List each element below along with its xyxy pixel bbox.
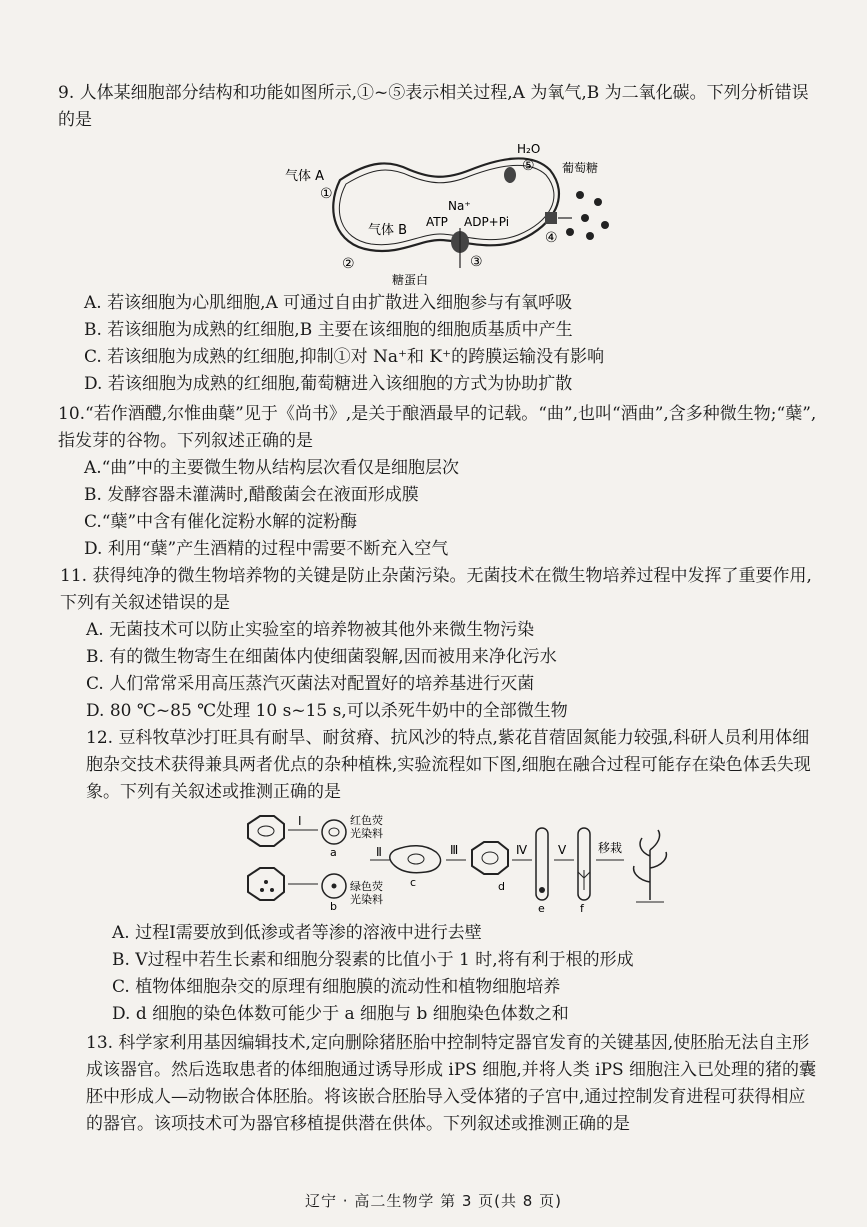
step-4-label: Ⅳ — [516, 843, 528, 857]
gas-a-label: 气体 A — [285, 169, 325, 184]
protoplast-b-dot — [332, 884, 337, 889]
question-11-stem: 11. 获得纯净的微生物培养物的关键是防止杂菌污染。无菌技术在微生物培养过程中发挥了重要作用,下列有关叙述错误的是 — [60, 566, 812, 613]
option-b: B. Ⅴ过程中若生长素和细胞分裂素的比值小于 1 时,将有利于根的形成 — [112, 950, 634, 970]
process-4-label: ④ — [545, 230, 558, 246]
question-12-stem: 12. 豆科牧草沙打旺具有耐旱、耐贫瘠、抗风沙的特点,紫花苜蓿固氮能力较强,科研人员利用体细胞杂交技术获得兼具两者优点的杂种植株,实验流程如下图,细胞在融合过程可能存在染色体丢失现象。下列有关叙述或推测正确的是 — [86, 728, 811, 802]
adp-label: ADP+Pi — [464, 215, 510, 229]
option-b: B. 若该细胞为成熟的红细胞,B 主要在该细胞的细胞质基质中产生 — [84, 320, 573, 340]
option-c: C. 植物体细胞杂交的原理有细胞膜的流动性和植物细胞培养 — [112, 977, 561, 997]
option-d: D. 利用“蘖”产生酒精的过程中需要不断充入空气 — [84, 539, 449, 559]
glucose-dot — [594, 198, 602, 206]
red-dye-label-2: 光染料 — [350, 827, 383, 840]
option-d: D. 若该细胞为成熟的红细胞,葡萄糖进入该细胞的方式为协助扩散 — [84, 374, 573, 394]
option-a: A. 若该细胞为心肌细胞,A 可通过自由扩散进入细胞参与有氧呼吸 — [84, 293, 573, 313]
cell-b-dot — [270, 888, 274, 892]
label-f: f — [580, 902, 584, 915]
label-e: e — [538, 902, 545, 915]
label-d: d — [498, 880, 505, 893]
cell-b-dot — [264, 880, 268, 884]
option-d: D. d 细胞的染色体数可能少于 a 细胞与 b 细胞染色体数之和 — [112, 1004, 569, 1024]
question-9 — [58, 80, 818, 134]
option-a: A. 无菌技术可以防止实验室的培养物被其他外来微生物污染 — [86, 620, 535, 640]
protoplast-a — [322, 820, 346, 844]
protoplast-a-nucleus — [329, 828, 339, 836]
hybrid-plant — [634, 830, 667, 900]
step-1-label: Ⅰ — [298, 814, 302, 828]
cell-a-original — [248, 816, 284, 846]
hybrid-nucleus — [482, 852, 498, 864]
page-footer: 辽宁 · 高二生物学 第 3 页(共 8 页) — [305, 1192, 562, 1210]
label-a: a — [330, 846, 337, 859]
glucose-dot — [581, 214, 589, 222]
tube-e-callus — [539, 887, 545, 893]
option-a: A. 过程Ⅰ需要放到低渗或者等渗的溶液中进行去壁 — [112, 923, 482, 943]
question-10-stem: 10.“若作酒醴,尔惟曲蘖”见于《尚书》,是关于酿酒最早的记载。“曲”,也叫“酒曲”,含多种微生物;“蘖”,指发芽的谷物。下列叙述正确的是 — [58, 404, 817, 451]
process-3-label: ③ — [470, 254, 483, 270]
cell-a-nucleus — [258, 826, 274, 836]
question-10 — [58, 401, 818, 563]
glucose-dot — [566, 228, 574, 236]
step-2-label: Ⅱ — [376, 845, 382, 859]
fused-nucleus — [408, 854, 424, 864]
option-b: B. 发酵容器未灌满时,醋酸菌会在液面形成膜 — [84, 485, 419, 505]
plantlet — [578, 870, 590, 890]
fused-cell-c — [390, 846, 441, 873]
glucose-dot — [601, 221, 609, 229]
label-c: c — [410, 876, 417, 889]
glucose-dot — [576, 191, 584, 199]
cell-membrane-diagram — [280, 140, 620, 285]
atp-label: ATP — [426, 215, 448, 229]
process-1-label: ① — [320, 186, 333, 202]
na-label: Na⁺ — [448, 199, 471, 213]
label-b: b — [330, 900, 337, 913]
question-9-options — [58, 290, 818, 398]
green-dye-label-2: 光染料 — [350, 893, 383, 906]
hybrid-cell-d — [472, 842, 508, 874]
green-dye-label-1: 绿色荧 — [350, 880, 383, 893]
step-3-label: Ⅲ — [450, 843, 459, 857]
question-9-stem: 9. 人体某细胞部分结构和功能如图所示,①~⑤表示相关过程,A 为氧气,B 为二氧化碳。下列分析错误的是 — [58, 83, 809, 130]
option-c: C. 人们常常采用高压蒸汽灭菌法对配置好的培养基进行灭菌 — [86, 674, 535, 694]
process-2-label: ② — [342, 256, 355, 272]
red-dye-label-1: 红色荧 — [350, 814, 383, 827]
glucose-label: 葡萄糖 — [562, 161, 599, 175]
channel-protein-1 — [504, 167, 516, 183]
question-13 — [86, 1030, 820, 1138]
question-13-stem: 13. 科学家利用基因编辑技术,定向删除猪胚胎中控制特定器官发育的关键基因,使胚胎无法自主形成该器官。然后选取患者的体细胞通过诱导形成 iPS 细胞,并将人类 iPS 细胞注入已处理的猪的囊胚中形成人—动物嵌合体胚胎。将该嵌合胚胎导入受体猪的子宫中,通过控制发育进程可获得相应的器官。该项技术可为器官移植提供潜在供体。下列叙述或推测正确的是 — [86, 1033, 817, 1134]
h2o-label: H₂O — [517, 142, 541, 156]
glycoprotein-label: 糖蛋白 — [392, 273, 429, 285]
option-b: B. 有的微生物寄生在细菌体内使细菌裂解,因而被用来净化污水 — [86, 647, 557, 667]
transplant-label: 移栽 — [598, 841, 623, 855]
option-c: C. 若该细胞为成熟的红细胞,抑制①对 Na⁺和 K⁺的跨膜运输没有影响 — [84, 347, 605, 367]
step-5-label: Ⅴ — [558, 843, 567, 857]
option-c: C.“蘖”中含有催化淀粉水解的淀粉酶 — [84, 512, 358, 532]
option-a: A.“曲”中的主要微生物从结构层次看仅是细胞层次 — [84, 458, 460, 478]
gas-b-label: 气体 B — [368, 223, 408, 238]
option-d: D. 80 ℃~85 ℃处理 10 s~15 s,可以杀死牛奶中的全部微生物 — [86, 701, 568, 721]
somatic-hybridization-diagram — [240, 810, 680, 920]
glucose-dot — [586, 232, 594, 240]
cell-b-dot — [260, 888, 264, 892]
process-5-label: ⑤ — [522, 158, 535, 174]
carrier-protein — [545, 212, 557, 224]
question-11 — [60, 563, 820, 725]
question-12 — [86, 725, 820, 806]
question-12-options — [86, 920, 820, 1028]
